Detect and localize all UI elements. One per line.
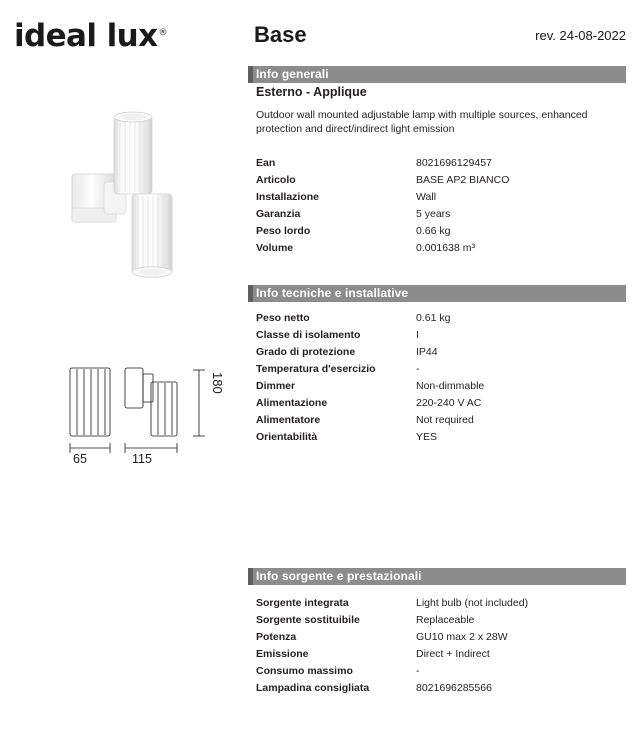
- table-row: [256, 344, 626, 361]
- table-row: [256, 663, 626, 680]
- header: [248, 22, 626, 52]
- spec-value: Non-dimmable: [416, 380, 485, 392]
- spec-value: 220-240 V AC: [416, 397, 482, 409]
- table-row: [256, 646, 626, 663]
- left-column: [0, 0, 240, 736]
- table-row: [256, 595, 626, 612]
- table-row: [256, 310, 626, 327]
- spec-key: Peso netto: [256, 312, 310, 324]
- spec-key: Alimentatore: [256, 414, 321, 426]
- spec-key: Sorgente sostituibile: [256, 614, 360, 626]
- table-row: [256, 429, 626, 446]
- revision-date: rev. 24-08-2022: [535, 28, 626, 43]
- product-photo: [60, 108, 200, 278]
- table-row: [256, 361, 626, 378]
- table-row: [256, 155, 626, 172]
- spec-key: Installazione: [256, 191, 320, 203]
- table-row: [256, 206, 626, 223]
- dimension-depth: 65: [73, 452, 87, 466]
- spec-key: Articolo: [256, 174, 296, 186]
- dimension-width: 115: [132, 452, 152, 466]
- table-row: [256, 223, 626, 240]
- spec-value: GU10 max 2 x 28W: [416, 631, 508, 643]
- spec-key: Grado di protezione: [256, 346, 356, 358]
- section-header-info-tecniche: Info tecniche e installative: [248, 285, 626, 302]
- table-row: [256, 412, 626, 429]
- page-title: Base: [254, 22, 307, 47]
- table-row: [256, 612, 626, 629]
- spec-value: Replaceable: [416, 614, 475, 626]
- spec-value: Light bulb (not included): [416, 597, 529, 609]
- spec-value: 0.001638 m³: [416, 242, 475, 254]
- brand-logo: [14, 18, 166, 54]
- spec-table-info-generali: [256, 155, 626, 257]
- technical-drawing: [55, 360, 235, 470]
- spec-value: Direct + Indirect: [416, 648, 490, 660]
- brand-name: ideal lux: [14, 18, 158, 54]
- table-row: [256, 395, 626, 412]
- spec-value: I: [416, 329, 419, 341]
- table-row: [256, 240, 626, 257]
- section-header-info-generali: Info generali: [248, 66, 626, 83]
- spec-key: Peso lordo: [256, 225, 311, 237]
- spec-key: Temperatura d'esercizio: [256, 363, 376, 375]
- spec-key: Garanzia: [256, 208, 301, 220]
- dimension-height: 180: [210, 372, 225, 394]
- table-row: [256, 189, 626, 206]
- spec-key: Potenza: [256, 631, 297, 643]
- spec-key: Lampadina consigliata: [256, 682, 370, 694]
- product-description: Outdoor wall mounted adjustable lamp with multiple sources, enhanced protection and direct/indirect light emission: [256, 109, 588, 135]
- table-row: [256, 378, 626, 395]
- spec-key: Ean: [256, 157, 276, 169]
- spec-table-info-tecniche: [256, 310, 626, 446]
- spec-value: 8021696129457: [416, 157, 492, 169]
- spec-value: -: [416, 665, 420, 677]
- spec-value: Wall: [416, 191, 437, 203]
- section-header-info-sorgente: Info sorgente e prestazionali: [248, 568, 626, 585]
- spec-value: 0.61 kg: [416, 312, 451, 324]
- spec-value: 0.66 kg: [416, 225, 451, 237]
- table-row: [256, 680, 626, 697]
- spec-key: Consumo massimo: [256, 665, 353, 677]
- spec-value: BASE AP2 BIANCO: [416, 174, 510, 186]
- table-row: [256, 327, 626, 344]
- spec-key: Alimentazione: [256, 397, 328, 409]
- spec-key: Sorgente integrata: [256, 597, 349, 609]
- spec-value: YES: [416, 431, 438, 443]
- spec-table-info-sorgente: [256, 595, 626, 697]
- registered-mark: ®: [158, 28, 167, 38]
- spec-key: Classe di isolamento: [256, 329, 361, 341]
- spec-value: Not required: [416, 414, 474, 426]
- spec-value: 5 years: [416, 208, 451, 220]
- table-row: [256, 172, 626, 189]
- spec-value: 8021696285566: [416, 682, 492, 694]
- spec-key: Volume: [256, 242, 294, 254]
- spec-value: -: [416, 363, 420, 375]
- table-row: [256, 629, 626, 646]
- product-category: Esterno - Applique: [256, 85, 367, 99]
- spec-value: IP44: [416, 346, 438, 358]
- spec-key: Emissione: [256, 648, 309, 660]
- spec-key: Dimmer: [256, 380, 296, 392]
- spec-key: Orientabilità: [256, 431, 318, 443]
